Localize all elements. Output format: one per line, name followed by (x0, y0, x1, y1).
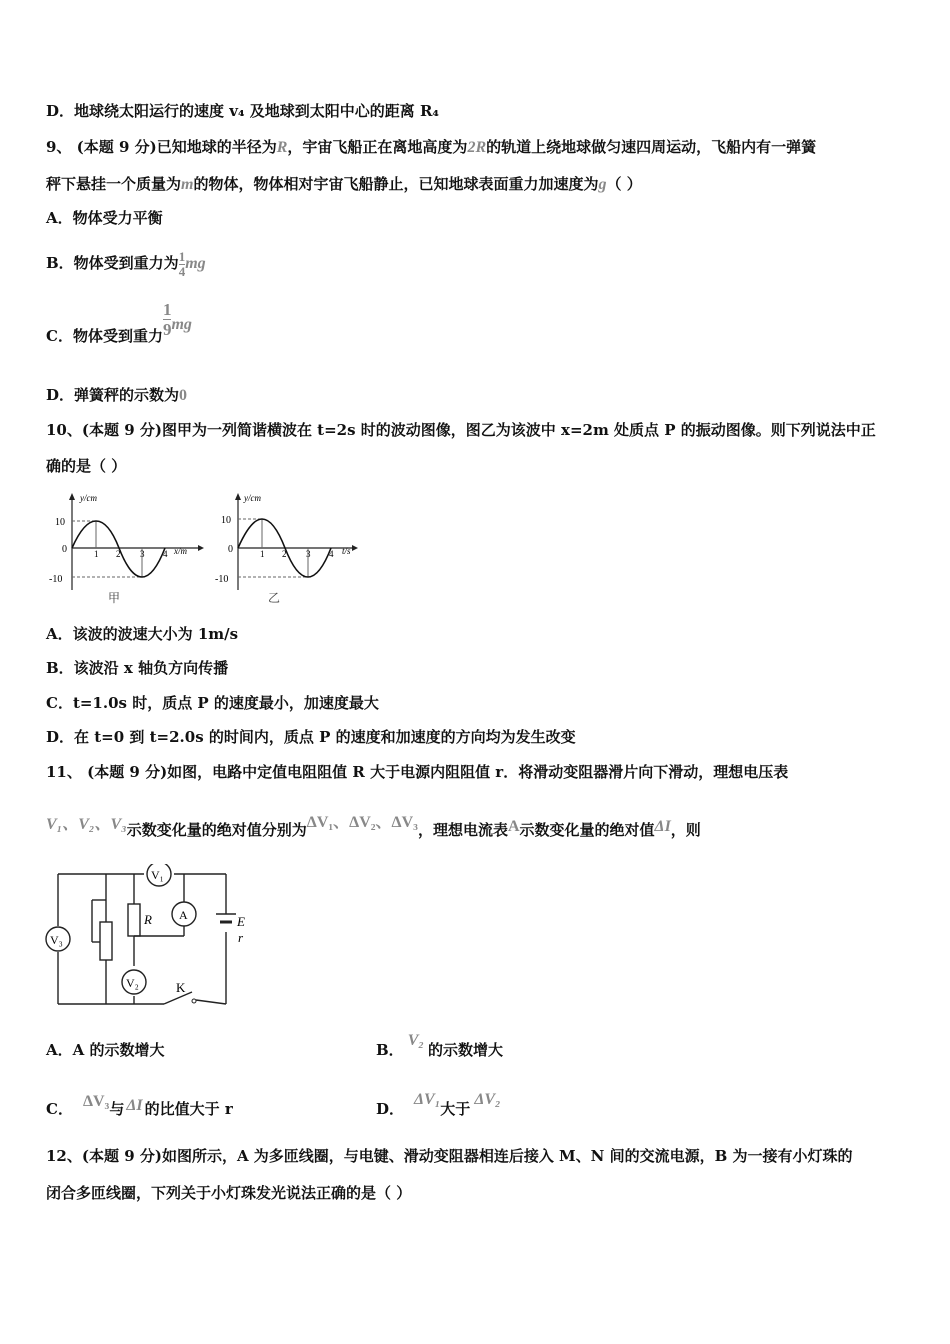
y-arrow-icon (235, 493, 241, 500)
q10-option-d: D．在 t=0 到 t=2.0s 的时间内，质点 P 的速度和加速度的方向均为发生改变 (46, 728, 576, 746)
mg-term: mg (185, 255, 206, 272)
emf-label: E (237, 914, 245, 929)
y-arrow-icon (69, 493, 75, 500)
q11-option-b (376, 1032, 503, 1061)
q11-option-c-letter: C． (46, 1100, 73, 1118)
x-arrow-icon (198, 545, 204, 551)
frac-den: 9 (162, 320, 172, 339)
tick-label: 2 (116, 549, 121, 559)
q9-option-d-text: D．弹簧秤的示数为 (46, 386, 180, 404)
q11-stem2a: 示数变化量的绝对值分别为 (126, 821, 307, 839)
tick-label: 3 (140, 549, 145, 559)
q11-stem2b: ，理想电流表 (417, 821, 508, 839)
y-label: y/cm (244, 493, 261, 503)
v2-label: V₂ (126, 976, 139, 990)
q8-option-d: D．地球绕太阳运行的速度 v₄ 及地球到太阳中心的距离 R₄ (46, 102, 439, 120)
ammeter-label: A (179, 908, 188, 922)
origin-label: 0 (228, 544, 233, 555)
q10-option-a: A．该波的波速大小为 1m/s (46, 625, 239, 643)
q9-stem1b: ，宇宙飞船正在离地高度为 (287, 138, 468, 156)
tick-label: 4 (163, 549, 168, 559)
voltmeter-symbols: V₁、V₂、V₃ (46, 816, 127, 833)
delta-v3-symbol: ΔV₃ (82, 1093, 110, 1110)
switch-label: K (176, 980, 186, 995)
frac-den: 4 (178, 263, 186, 279)
tick-label: 3 (306, 549, 311, 559)
q9-option-d (46, 385, 187, 406)
x-arrow-icon (352, 545, 358, 551)
v2-symbol: V₂ (407, 1032, 424, 1049)
q11-option-c-mid: 与 (109, 1100, 125, 1118)
tick-label: 4 (329, 549, 334, 559)
delta-i-symbol: ΔI (654, 818, 671, 835)
ammeter-symbol: A (507, 818, 520, 835)
wave-graph-jia (46, 490, 206, 608)
frac-num: 1 (162, 300, 172, 319)
q10-stem-line2: 确的是（ ） (46, 457, 127, 475)
q9-option-c (46, 300, 192, 365)
x-label: x/m (174, 546, 187, 556)
v1-label: V₁ (151, 868, 164, 882)
tick-label: 1 (260, 549, 265, 559)
delta-i-symbol: ΔI (126, 1097, 143, 1114)
delta-v-symbols: ΔV₁、ΔV₂、ΔV₃ (306, 814, 418, 831)
q11-stem2c: 示数变化量的绝对值 (519, 821, 655, 839)
graph-caption: 甲 (108, 591, 121, 605)
q11-option-c-text: 的比值大于 r (144, 1100, 233, 1118)
q10-stem-line1: 10、(本题 9 分)图甲为一列简谐横波在 t=2s 时的波动图像，图乙为该波中 x=2m 处质点 P 的振动图像。则下列说法中正 (46, 421, 876, 439)
graph-caption: 乙 (268, 591, 281, 605)
sym-r: R (276, 139, 288, 156)
q11-option-b-letter: B． (376, 1041, 404, 1059)
q11-option-d (376, 1091, 501, 1120)
q11-option-a: A．A 的示数增大 (46, 1041, 165, 1059)
q9-stem1c: 的轨道上绕地球做匀速四周运动，飞船内有一弹簧 (486, 138, 817, 156)
mg-term: mg (171, 316, 192, 333)
sym-g: g (598, 176, 607, 193)
q10-option-b: B．该波沿 x 轴负方向传播 (46, 659, 229, 677)
q9-stem1a: 9、 (本题 9 分)已知地球的半径为 (46, 138, 277, 156)
y-max-label: 10 (55, 517, 65, 528)
q9-option-b (46, 246, 206, 281)
frac-num: 1 (178, 248, 186, 264)
circuit-diagram (44, 864, 254, 1010)
sym-2r: 2R (467, 139, 487, 156)
zero-value: 0 (179, 387, 188, 404)
q9-stem-line1 (46, 137, 816, 158)
q12-stem-line1: 12、(本题 9 分)如图所示，A 为多匝线圈，与电键、滑动变阻器相连后接入 M、N 间的交流电源，B 为一接有小灯珠的 (46, 1147, 853, 1165)
q9-stem2b: 的物体，物体相对宇宙飞船静止，已知地球表面重力加速度为 (193, 175, 599, 193)
q11-option-d-mid: 大于 (440, 1100, 471, 1118)
y-min-label: -10 (49, 574, 63, 585)
q11-option-c (46, 1093, 233, 1120)
x-label: t/s (342, 546, 351, 556)
internal-resistance-label: r (238, 930, 244, 945)
q9-stem2a: 秤下悬挂一个质量为 (46, 175, 182, 193)
resistor-label: R (144, 912, 152, 927)
y-label: y/cm (80, 493, 97, 503)
switch-contact (192, 999, 196, 1003)
y-min-label: -10 (215, 574, 229, 585)
tick-label: 1 (94, 549, 99, 559)
delta-v2-symbol: ΔV₂ (474, 1091, 501, 1108)
q10-option-c: C．t=1.0s 时，质点 P 的速度最小，加速度最大 (46, 694, 379, 712)
tick-label: 2 (282, 549, 287, 559)
q11-stem-line1: 11、 (本题 9 分)如图，电路中定值电阻阻值 R 大于电源内阻阻值 r．将滑动变阻器滑片向下滑动，理想电压表 (46, 763, 789, 781)
delta-v1-symbol: ΔV₁ (414, 1091, 441, 1108)
q9-stem2c: （ ） (606, 175, 642, 193)
q11-stem-line2 (46, 815, 701, 846)
q11-option-d-letter: D． (376, 1100, 405, 1118)
q9-option-b-text: B．物体受到重力为 (46, 254, 179, 272)
vibration-graph-yi (212, 490, 372, 608)
q9-option-c-text: C．物体受到重力 (46, 327, 163, 345)
origin-label: 0 (62, 544, 67, 555)
v3-label: V₃ (50, 933, 63, 947)
q9-stem-line2 (46, 174, 642, 195)
q12-stem-line2: 闭合多匝线圈，下列关于小灯珠发光说法正确的是（ ） (46, 1184, 412, 1202)
q11-option-b-text: 的示数增大 (427, 1041, 503, 1059)
y-max-label: 10 (221, 515, 231, 526)
q11-stem2d: ，则 (670, 821, 701, 839)
q9-option-a: A．物体受力平衡 (46, 209, 163, 227)
sym-m: m (181, 176, 194, 193)
